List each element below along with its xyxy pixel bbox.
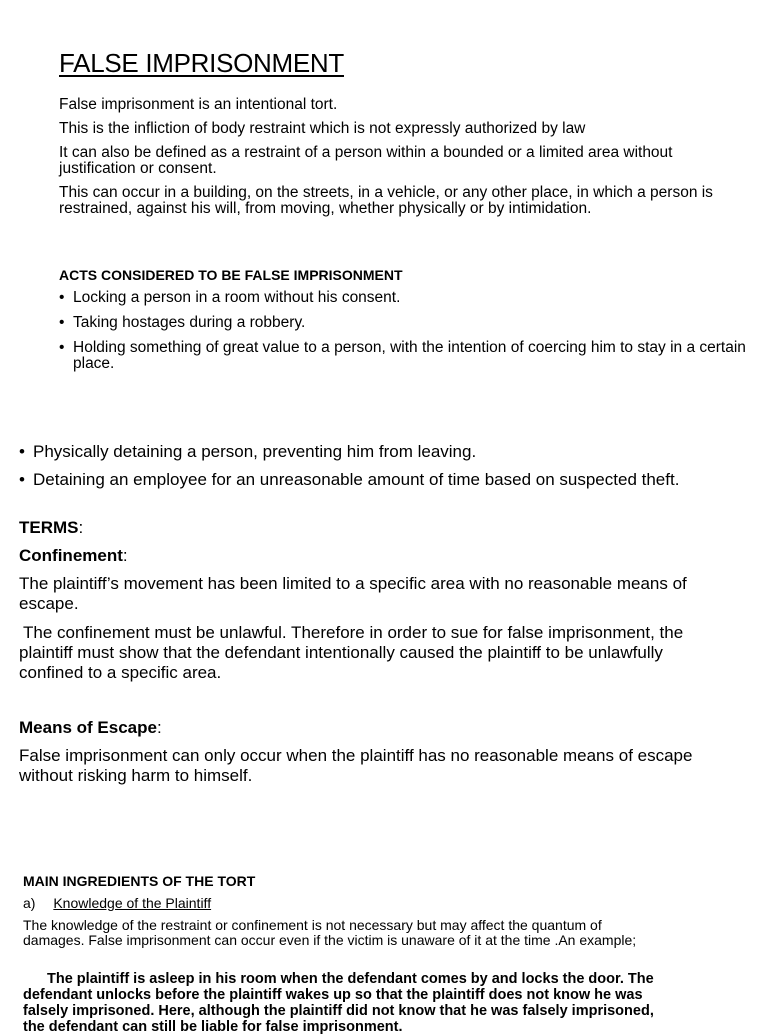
escape-heading bbox=[19, 718, 162, 738]
intro-line-1: False imprisonment is an intentional tort. bbox=[59, 96, 338, 113]
confinement-paragraph-2: The confinement must be unlawful. Therefore in order to sue for false imprisonment, the plaintiff must show that the defendant intentionally caused the plaintiff to be unlawfully confined to a specific area. bbox=[19, 623, 684, 682]
list-item: • Detaining an employee for an unreasonable amount of time based on suspected theft. bbox=[19, 470, 739, 490]
confinement-label: Confinement bbox=[19, 546, 123, 565]
item-label: Knowledge of the Plaintiff bbox=[53, 895, 212, 911]
acts-heading: ACTS CONSIDERED TO BE FALSE IMPRISONMENT bbox=[59, 267, 403, 283]
list-item: • Physically detaining a person, preventing him from leaving. bbox=[19, 442, 739, 462]
example-paragraph: The plaintiff is asleep in his room when the defendant comes by and locks the door. The defendant unlocks before the plaintiff wakes up so that the plaintiff does not know he was falsely imprisoned. Here, although the plaintiff did not know that he was falsely imprisoned, the defendant can still be liable for false imprisonment. bbox=[23, 971, 654, 1035]
confinement-colon: : bbox=[122, 546, 128, 565]
ingredients-heading: MAIN INGREDIENTS OF THE TORT bbox=[23, 873, 256, 889]
escape-label: Means of Escape bbox=[19, 718, 157, 737]
intro-section bbox=[59, 97, 749, 225]
escape-paragraph: False imprisonment can only occur when the plaintiff has no reasonable means of escape without risking harm to himself. bbox=[19, 746, 693, 785]
intro-line-3: It can also be defined as a restraint of a person within a bounded or a limited area without justification or consent. bbox=[59, 144, 673, 177]
acts-list bbox=[59, 290, 749, 381]
terms-colon: : bbox=[78, 518, 84, 537]
list-item: • Taking hostages during a robbery. bbox=[59, 315, 749, 331]
ingredient-paragraph: The knowledge of the restraint or confinement is not necessary but may affect the quantum of damages. False imprisonment can occur even if the victim is unaware of it at the time .An example; bbox=[23, 917, 637, 948]
ingredient-item-a bbox=[23, 895, 211, 911]
confinement-paragraph-1: The plaintiff’s movement has been limited to a specific area with no reasonable means of escape. bbox=[19, 574, 687, 613]
acts-list-continued bbox=[19, 442, 739, 498]
list-item: • Holding something of great value to a person, with the intention of coercing him to stay in a certain place. bbox=[59, 340, 749, 372]
terms-label: TERMS bbox=[19, 518, 79, 537]
page-title: FALSE IMPRISONMENT bbox=[59, 48, 344, 78]
item-marker: a) bbox=[23, 895, 36, 911]
terms-heading bbox=[19, 518, 83, 538]
list-item: • Locking a person in a room without his consent. bbox=[59, 290, 749, 306]
confinement-heading bbox=[19, 546, 128, 566]
escape-colon: : bbox=[156, 718, 162, 737]
intro-line-4: This can occur in a building, on the streets, in a vehicle, or any other place, in which a person is restrained, against his will, from moving, whether physically or by intimidation. bbox=[59, 184, 713, 217]
intro-line-2: This is the infliction of body restraint which is not expressly authorized by law bbox=[59, 120, 586, 137]
